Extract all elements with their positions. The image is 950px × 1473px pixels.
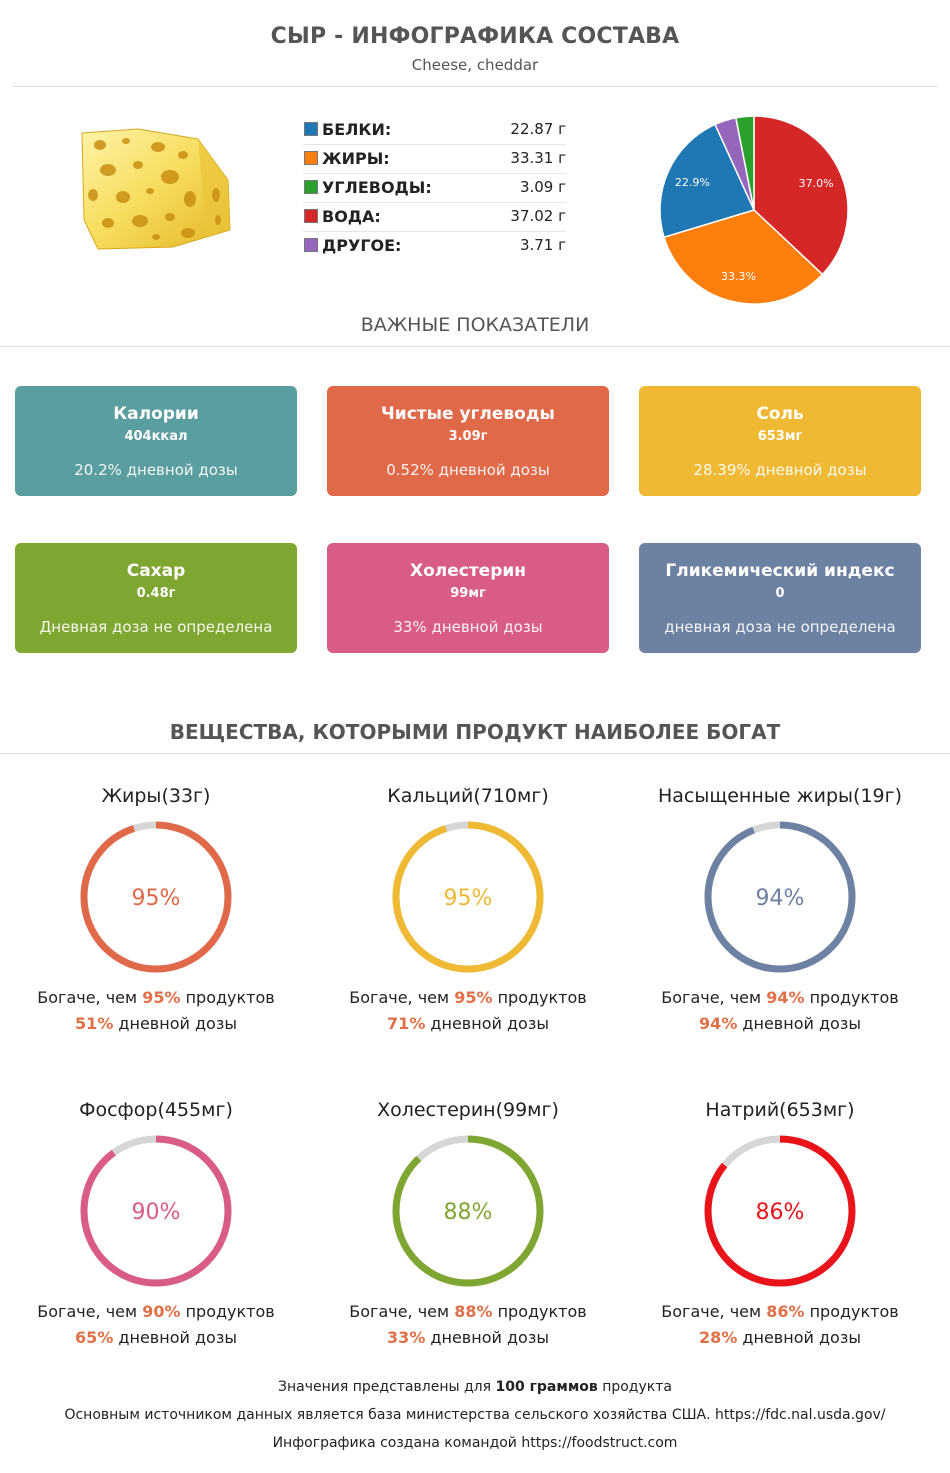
macro-label: ДРУГОЕ:	[322, 236, 402, 255]
rich-item-richer-than: Богаче, чем 94% продуктов	[661, 988, 899, 1007]
indicator-card	[639, 386, 921, 496]
percent-ring	[700, 817, 860, 977]
rich-item-amount: (33г)	[161, 785, 211, 807]
macro-table	[303, 116, 566, 260]
card-daily: дневная доза не определена	[664, 618, 896, 636]
rich-item	[313, 783, 623, 1037]
indicator-card	[15, 386, 297, 496]
rich-item	[1, 1097, 311, 1351]
ring-percent-label: 95%	[443, 886, 493, 911]
card-daily: 0.52% дневной дозы	[386, 461, 550, 479]
card-value: 0	[775, 586, 785, 601]
cheese-image	[78, 125, 233, 255]
percent-ring	[76, 817, 236, 977]
rich-item	[313, 1097, 623, 1351]
macro-value: 3.71 г	[519, 236, 566, 254]
macro-swatch	[304, 151, 318, 165]
richer-percent: 90%	[142, 1302, 181, 1321]
rich-item-name: Жиры	[101, 785, 162, 807]
card-daily: Дневная доза не определена	[39, 618, 273, 636]
macro-label: ЖИРЫ:	[322, 149, 390, 168]
rich-item-heading	[625, 1097, 935, 1123]
rich-item-name: Холестерин	[377, 1099, 496, 1121]
richer-percent: 94%	[766, 988, 805, 1007]
percent-ring	[388, 817, 548, 977]
macro-value: 3.09 г	[519, 178, 566, 196]
macro-row	[303, 232, 566, 260]
indicator-card	[327, 386, 609, 496]
rich-item	[625, 783, 935, 1037]
indicator-card	[15, 543, 297, 653]
rich-item-richer-than: Богаче, чем 88% продуктов	[349, 1302, 587, 1321]
rich-item-richer-than: Богаче, чем 86% продуктов	[661, 1302, 899, 1321]
rich-item-heading	[313, 1097, 623, 1123]
card-daily: 28.39% дневной дозы	[693, 461, 867, 479]
macro-row	[303, 145, 566, 174]
footer-line-3: Инфографика создана командой https://foodstruct.com	[272, 1435, 678, 1451]
rich-item-daily: 94% дневной дозы	[699, 1014, 861, 1033]
indicator-card	[639, 543, 921, 653]
page-subtitle: Cheese, cheddar	[411, 56, 539, 74]
ring-percent-label: 86%	[755, 1200, 805, 1225]
macro-swatch	[304, 238, 318, 252]
daily-percent: 51%	[75, 1014, 114, 1033]
rich-item-amount: (19г)	[853, 785, 903, 807]
ring-percent-label: 88%	[443, 1200, 493, 1225]
rich-item-daily: 65% дневной дозы	[75, 1328, 237, 1347]
card-value: 0.48г	[136, 586, 176, 601]
macro-row	[303, 116, 566, 145]
divider	[12, 86, 938, 87]
daily-percent: 94%	[699, 1014, 738, 1033]
daily-percent: 71%	[387, 1014, 426, 1033]
richer-percent: 95%	[142, 988, 181, 1007]
percent-ring	[388, 1131, 548, 1291]
macro-value: 33.31 г	[510, 149, 566, 167]
ring-percent-label: 90%	[131, 1200, 181, 1225]
macro-swatch	[304, 209, 318, 223]
card-title: Чистые углеводы	[381, 404, 555, 424]
rich-item-daily: 51% дневной дозы	[75, 1014, 237, 1033]
ring-percent-label: 95%	[131, 886, 181, 911]
important-title: ВАЖНЫЕ ПОКАЗАТЕЛИ	[360, 314, 590, 336]
rich-item-amount: (455мг)	[157, 1099, 233, 1121]
card-daily: 33% дневной дозы	[393, 618, 543, 636]
rich-item-richer-than: Богаче, чем 90% продуктов	[37, 1302, 275, 1321]
ring-percent-label: 94%	[755, 886, 805, 911]
macro-value: 37.02 г	[510, 207, 566, 225]
richer-percent: 86%	[766, 1302, 805, 1321]
pie-slice-label: 33.3%	[721, 269, 756, 283]
rich-item-name: Кальций	[387, 785, 474, 807]
rich-item	[625, 1097, 935, 1351]
rich-item-daily: 28% дневной дозы	[699, 1328, 861, 1347]
card-title: Сахар	[126, 561, 186, 581]
card-daily: 20.2% дневной дозы	[74, 461, 238, 479]
rich-item-daily: 33% дневной дозы	[387, 1328, 549, 1347]
card-title: Холестерин	[409, 561, 527, 581]
macro-label: БЕЛКИ:	[322, 120, 392, 139]
daily-percent: 33%	[387, 1328, 426, 1347]
rich-item-heading	[625, 783, 935, 809]
macro-pie-chart	[656, 112, 852, 308]
rich-item-daily: 71% дневной дозы	[387, 1014, 549, 1033]
rich-item-richer-than: Богаче, чем 95% продуктов	[349, 988, 587, 1007]
macro-label: ВОДА:	[322, 207, 381, 226]
footer-line-1: Значения представлены для 100 граммов продукта	[278, 1379, 672, 1395]
rich-item-heading	[313, 783, 623, 809]
rich-item-name: Насыщенные жиры	[657, 785, 854, 807]
macro-row	[303, 174, 566, 203]
rich-item-name: Натрий	[705, 1099, 780, 1121]
daily-percent: 65%	[75, 1328, 114, 1347]
card-value: 99мг	[450, 586, 486, 601]
percent-ring	[700, 1131, 860, 1291]
rich-item-amount: (710мг)	[473, 785, 549, 807]
macro-swatch	[304, 180, 318, 194]
card-title: Калории	[113, 404, 199, 424]
macro-label: УГЛЕВОДЫ:	[322, 178, 432, 197]
rich-item-name: Фосфор	[79, 1099, 158, 1121]
macro-value: 22.87 г	[510, 120, 566, 138]
indicator-card	[327, 543, 609, 653]
pie-slice-label: 22.9%	[674, 176, 710, 190]
card-value: 404ккал	[124, 429, 188, 444]
rich-item	[1, 783, 311, 1037]
divider	[0, 753, 950, 754]
daily-percent: 28%	[699, 1328, 738, 1347]
footer-line-2: Основным источником данных является база министерства сельского хозяйства США. https://fdc.nal.usda.gov/	[64, 1407, 886, 1423]
divider	[0, 346, 950, 347]
richer-percent: 88%	[454, 1302, 493, 1321]
percent-ring	[76, 1131, 236, 1291]
rich-title: ВЕЩЕСТВА, КОТОРЫМИ ПРОДУКТ НАИБОЛЕЕ БОГАТ	[169, 720, 781, 744]
page-title: СЫР - ИНФОГРАФИКА СОСТАВА	[270, 24, 680, 49]
card-title: Гликемический индекс	[665, 561, 895, 581]
rich-item-heading	[1, 1097, 311, 1123]
rich-item-richer-than: Богаче, чем 95% продуктов	[37, 988, 275, 1007]
card-title: Соль	[756, 404, 804, 424]
macro-row	[303, 203, 566, 232]
pie-slice-label: 37.0%	[798, 177, 834, 191]
rich-item-amount: (99мг)	[495, 1099, 559, 1121]
macro-swatch	[304, 122, 318, 136]
card-value: 3.09г	[448, 429, 488, 444]
rich-item-heading	[1, 783, 311, 809]
richer-percent: 95%	[454, 988, 493, 1007]
rich-item-amount: (653мг)	[779, 1099, 855, 1121]
card-value: 653мг	[757, 429, 803, 444]
